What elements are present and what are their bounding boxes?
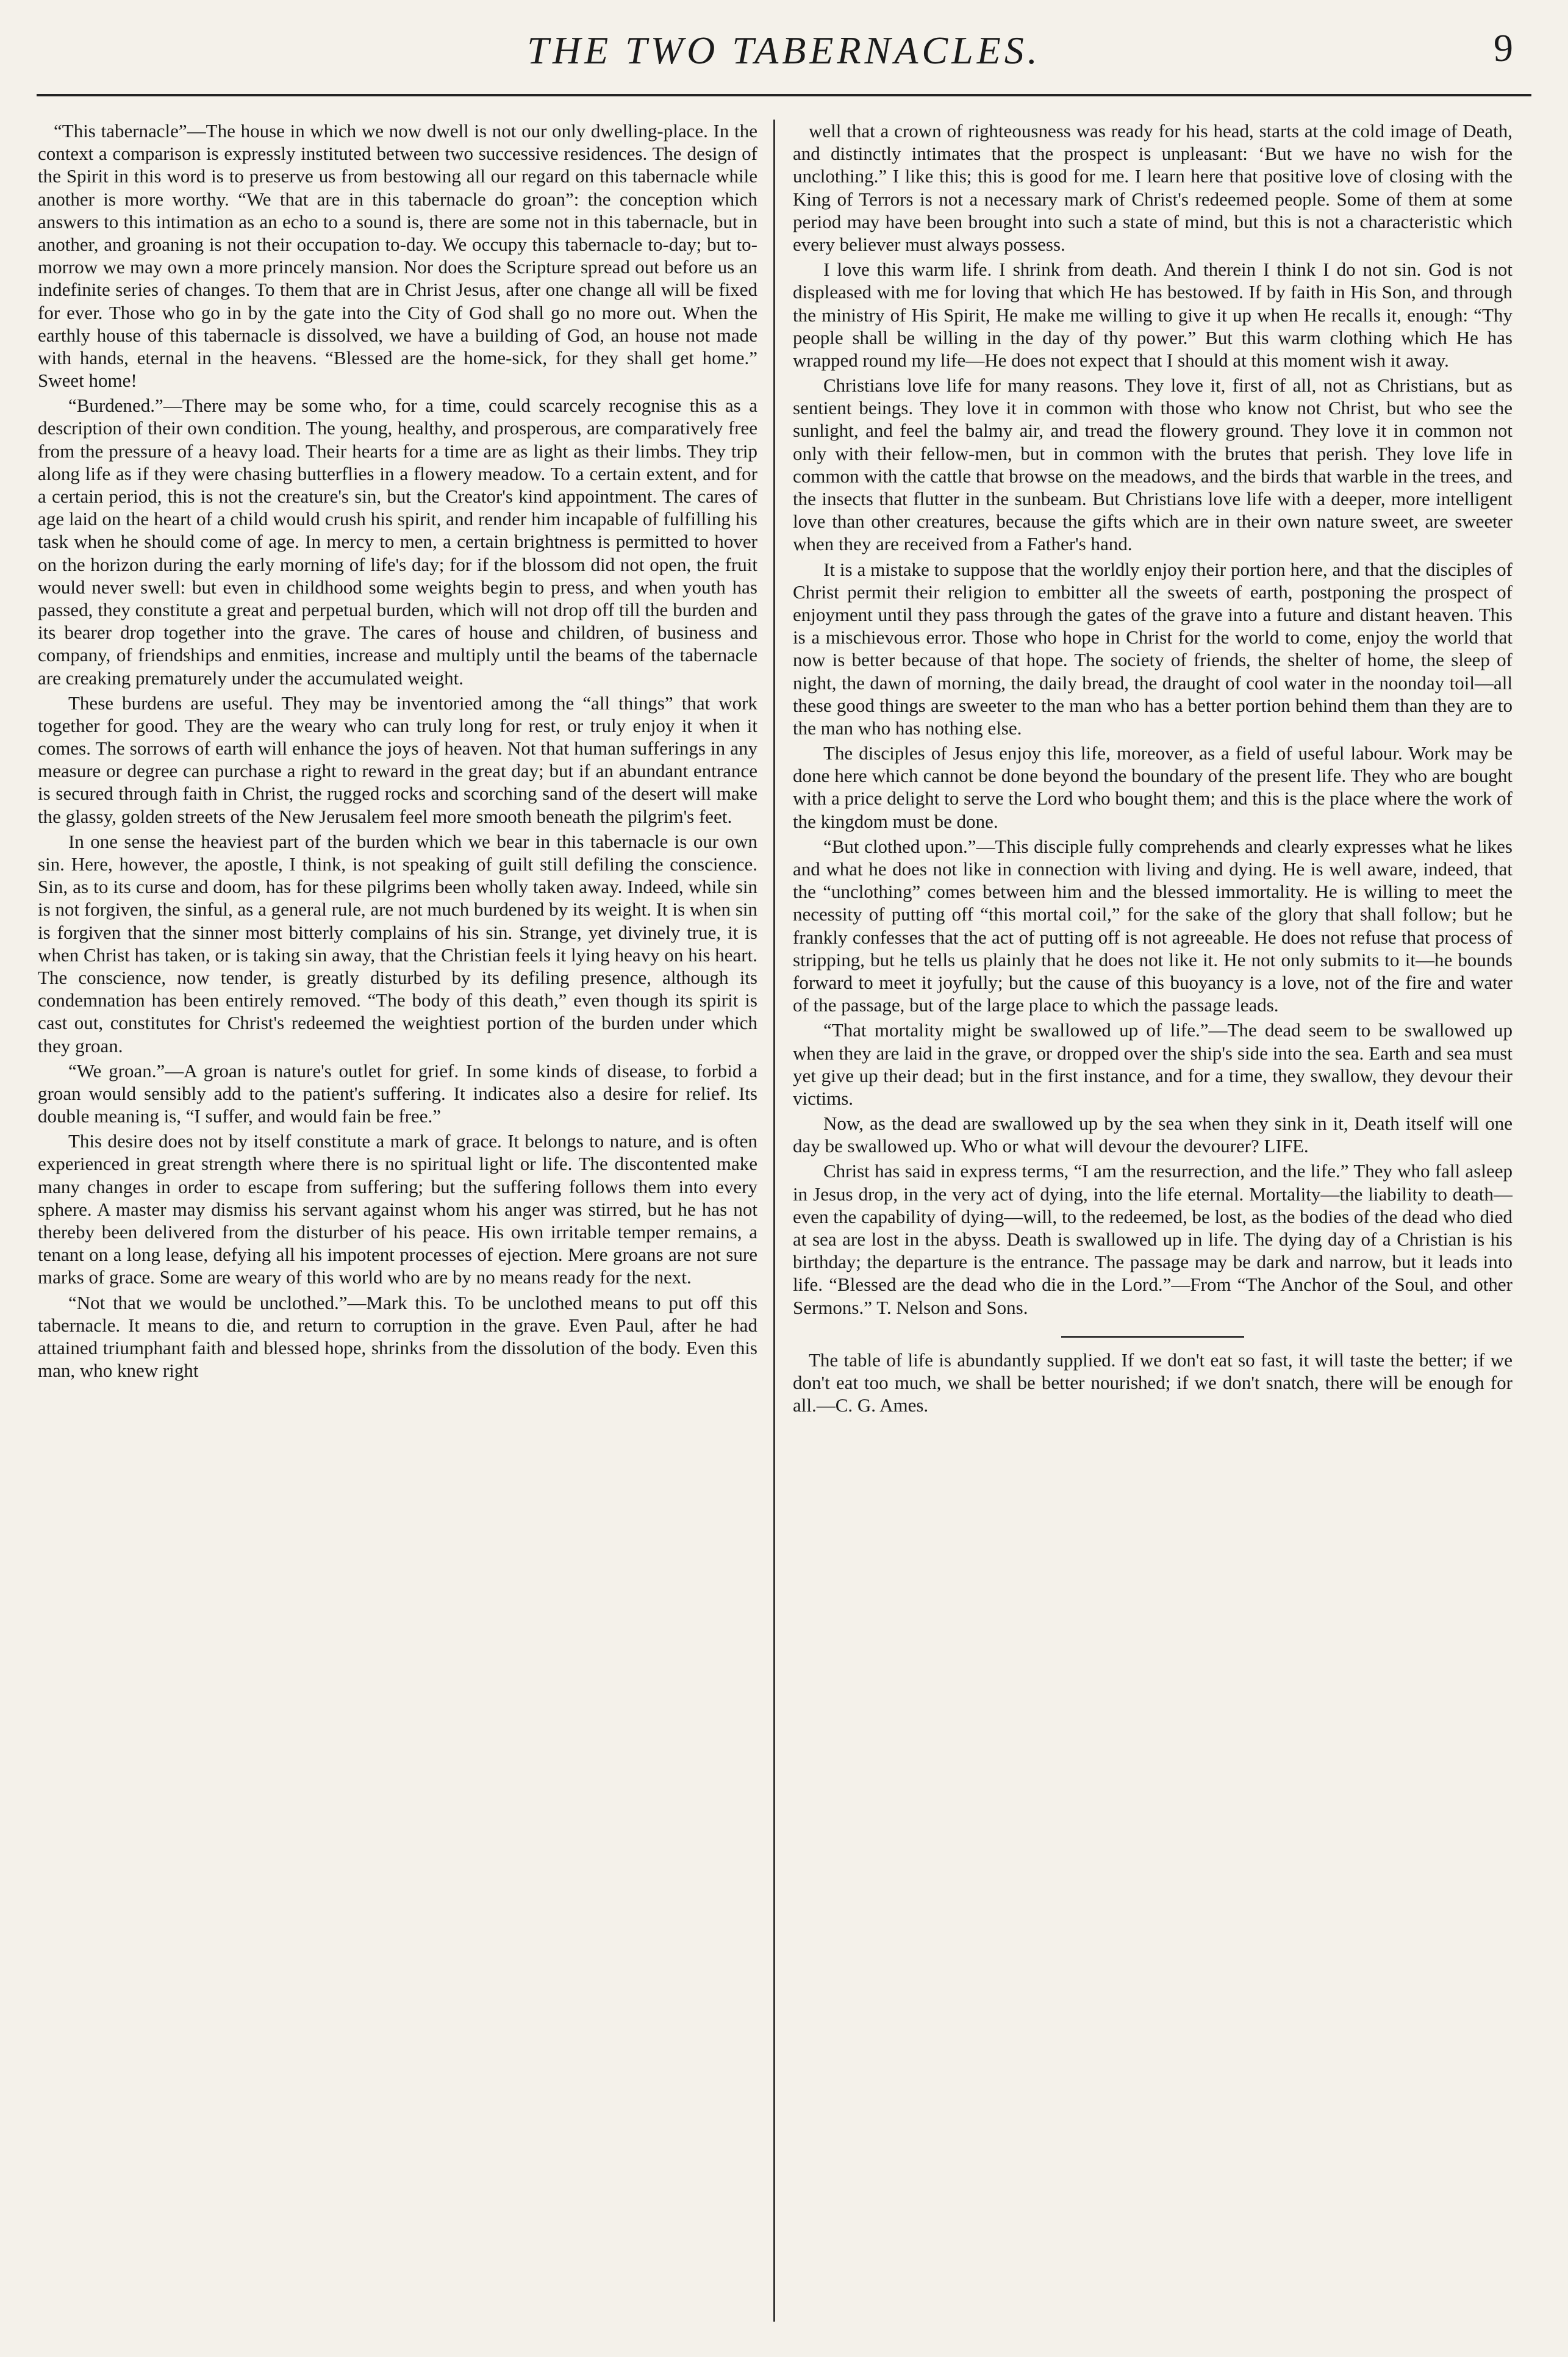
paragraph-table-of-life: The table of life is abundantly supplied. If we don't eat so fast, it will taste the better; if we don't eat too much, we shall be better nourished; if we don't snatch, there will be enough for all.—C. G. Ames. (793, 1349, 1513, 1416)
left-column (38, 120, 757, 1384)
paragraph-useful-labour: The disciples of Jesus enjoy this life, moreover, as a field of useful labour. Work may be done here which cannot be done beyond the boundary of the present life. They who are bought with a price delight to serve the Lord who bought them; and this is the place where the work of the kingdom must be done. (793, 742, 1513, 832)
running-title: THE TWO TABERNACLES. (527, 29, 1041, 72)
paragraph-we-groan: “We groan.”—A groan is nature's outlet for grief. In some kinds of disease, to forbid a groan would sensibly add to the patient's suffering. It indicates also a desire for relief. Its double meaning is, “I suffer, and would fain be free.” (38, 1060, 757, 1127)
page-header (37, 22, 1531, 113)
paragraph-resurrection: Christ has said in express terms, “I am the resurrection, and the life.” They who fall asleep in Jesus drop, in the very act of dying, into the life eternal. Mortality—the liability to death—even the capability of dying—will, to the redeemed, be lost, as the bodies of the dead who died at sea are lost in the abyss. Death is swallowed up in life. The dying day of a Christian is his birthday; the departure is the entrance. The passage may be dark and narrow, but it leads into life. “Blessed are the dead who die in the Lord.”—From “The Anchor of the Soul, and other Sermons.” T. Nelson and Sons. (793, 1160, 1513, 1318)
paragraph-not-unclothed: “Not that we would be unclothed.”—Mark this. To be unclothed means to put off this tabernacle. It means to die, and return to corruption in the grave. Even Paul, after he had attained triumphant faith and blessed hope, shrinks from the dissolution of the body. Even this man, who knew right (38, 1291, 757, 1382)
paragraph-mistake: It is a mistake to suppose that the worldly enjoy their portion here, and that the disciples of Christ permit their religion to embitter all the sweets of earth, postponing the prospect of enjoyment until they pass through the gates of the grave into a future and distant heaven. This is a mischievous error. Those who hope in Christ for the world to come, enjoy the world that now is better because of that hope. The society of friends, the shelter of home, the sleep of night, the dawn of morning, the daily bread, the draught of cool water in the noonday toil—all these good things are sweeter to the man who has a better portion behind them than they are to the man who has nothing else. (793, 558, 1513, 739)
right-column (793, 120, 1513, 1419)
paragraph-mortality: “That mortality might be swallowed up of life.”—The dead seem to be swallowed up when they are laid in the grave, or dropped over the ship's side into the sea. Earth and sea must yet give up their dead; but in the first instance, and for a time, they swallow, they devour their victims. (793, 1019, 1513, 1109)
paragraph-burdens-useful: These burdens are useful. They may be inventoried among the “all things” that work together for good. They are the weary who can truly long for rest, or truly enjoy it when it comes. The sorrows of earth will enhance the joys of heaven. Not that human sufferings in any measure or degree can purchase a right to reward in the great day; but if an abundant entrance is secured through faith in Christ, the rugged rocks and scorching sand of the desert will make the glassy, golden streets of the New Jerusalem feel more smooth beneath the pilgrim's feet. (38, 692, 757, 827)
paragraph-continuation: well that a crown of righteousness was ready for his head, starts at the cold image of Death, and distinctly intimates that the prospect is unpleasant: ‘But we have no wish for the unclothing.” I like this; this is good for me. I learn here that positive love of closing with the King of Terrors is not a necessary mark of Christ's redeemed people. Some of them at some period may have been brought into such a state of mind, but this is not a characteristic which every believer must always possess. (793, 120, 1513, 255)
paragraph-heaviest-burden: In one sense the heaviest part of the burden which we bear in this tabernacle is our own sin. Here, however, the apostle, I think, is not speaking of guilt still defiling the conscience. Sin, as to its curse and doom, has for these pilgrims been wholly taken away. Indeed, while sin is not forgiven, the sinful, as a general rule, are not much burdened by its weight. It is when sin is forgiven that the sinner most bitterly complains of his sin. Strange, yet divinely true, it is when Christ has taken, or is taking sin away, that the Christian feels it lying heavy on his heart. The conscience, now tender, is greatly disturbed by its defiling presence, although its condemnation has been entirely removed. “The body of this death,” even though its spirit is cast out, constitutes for Christ's redeemed the weightiest portion of the burden under which they groan. (38, 830, 757, 1057)
section-rule (1061, 1336, 1244, 1338)
paragraph-this-tabernacle: “This tabernacle”—The house in which we now dwell is not our only dwelling-place. In the context a comparison is expressly instituted between two successive residences. The design of the Spirit in this word is to preserve us from bestowing all our regard on this tabernacle while another is more worthy. “We that are in this tabernacle do groan”: the conception which answers to this intimation as an echo to a sound is, there are some not in this tabernacle, but in another, and groaning is not their occupation to-day. We occupy this tabernacle to-day; but to-morrow we may own a more princely mansion. Nor does the Scripture spread out before us an indefinite series of changes. To them that are in Christ Jesus, after one change all will be fixed for ever. Those who go in by the gate into the City of God shall go no more out. When the earthly house of this tabernacle is dissolved, we have a building of God, an house not made with hands, eternal in the heavens. “Blessed are the home-sick, for they shall get home.” Sweet home! (38, 120, 757, 392)
paragraph-swallowed-up: Now, as the dead are swallowed up by the sea when they sink in it, Death itself will one day be swallowed up. Who or what will devour the devourer? LIFE. (793, 1113, 1513, 1157)
paragraph-desire: This desire does not by itself constitute a mark of grace. It belongs to nature, and is often experienced in great strength where there is no spiritual light or life. The discontented make many changes in order to escape from suffering; but the suffering follows them into every sphere. A master may dismiss his servant against whom his anger was stirred, but he has not thereby been delivered from the disturber of his peace. His own irritable temper remains, a tenant on a long lease, defying all his impotent processes of ejection. Mere groans are not sure marks of grace. Some are weary of this world who are by no means ready for the next. (38, 1130, 757, 1288)
page-number: 9 (1494, 26, 1513, 70)
header-rule (37, 94, 1531, 96)
paragraph-love-warm-life: I love this warm life. I shrink from death. And therein I think I do not sin. God is not displeased with me for loving that which He has bestowed. If by faith in His Son, and through the ministry of His Spirit, He make me willing to give it up when He recalls it, enough: “Thy people shall be willing in the day of thy power.” But this warm clothing which He has wrapped round my life—He does not expect that I should at this moment wish it away. (793, 259, 1513, 371)
paragraph-christians-love-life: Christians love life for many reasons. They love it, first of all, not as Christians, but as sentient beings. They love it in common with those who know not Christ, but who see the sunlight, and feel the balmy air, and tread the flowery ground. They love it in common not only with their fellow-men, but in common with the brutes that perish. They love life in common with the cattle that browse on the meadows, and the birds that warble in the trees, and the insects that flutter in the sunbeam. But Christians love life with a deeper, more intelligent love than other creatures, because the gifts which are in their own nature sweet, are sweeter when they are received from a Father's hand. (793, 375, 1513, 555)
paragraph-burdened: “Burdened.”—There may be some who, for a time, could scarcely recognise this as a description of their own condition. The young, healthy, and prosperous, are comparatively free from the pressure of a heavy load. Their hearts for a time are as light as their limbs. They trip along life as if they were chasing butterflies in a flowery meadow. To a certain extent, and for a certain period, this is not the creature's sin, but the Creator's kind appointment. The cares of age laid on the heart of a child would crush his spirit, and render him incapable of fulfilling his task when he should come of age. In mercy to men, a certain brightness is permitted to hover on the horizon during the early morning of life's day; for if the blossom did not open, the fruit would never swell: but even in childhood some weights begin to press, and when youth has passed, they constitute a great and perpetual burden, which will not drop off till the burden and its bearer drop together into the grave. The cares of house and children, of business and company, of friendships and enmities, increase and multiply until the beams of the tabernacle are creaking prematurely under the accumulated weight. (38, 395, 757, 689)
column-divider (773, 120, 775, 2322)
paragraph-clothed-upon: “But clothed upon.”—This disciple fully comprehends and clearly expresses what he likes and what he does not like in connection with living and dying. He is well aware, indeed, that the “unclothing” comes between him and the blessed immortality. He is willing to meet the necessity of putting off “this mortal coil,” for the sake of the glory that shall follow; but he frankly confesses that the act of putting off is not agreeable. He does not refuse that process of stripping, but he tells us plainly that he does not like it. He not only submits to it—he bounds forward to meet it joyfully; but the cause of this buoyancy is a love, not of the fire and water of the passage, but of the large place to which the passage leads. (793, 835, 1513, 1016)
